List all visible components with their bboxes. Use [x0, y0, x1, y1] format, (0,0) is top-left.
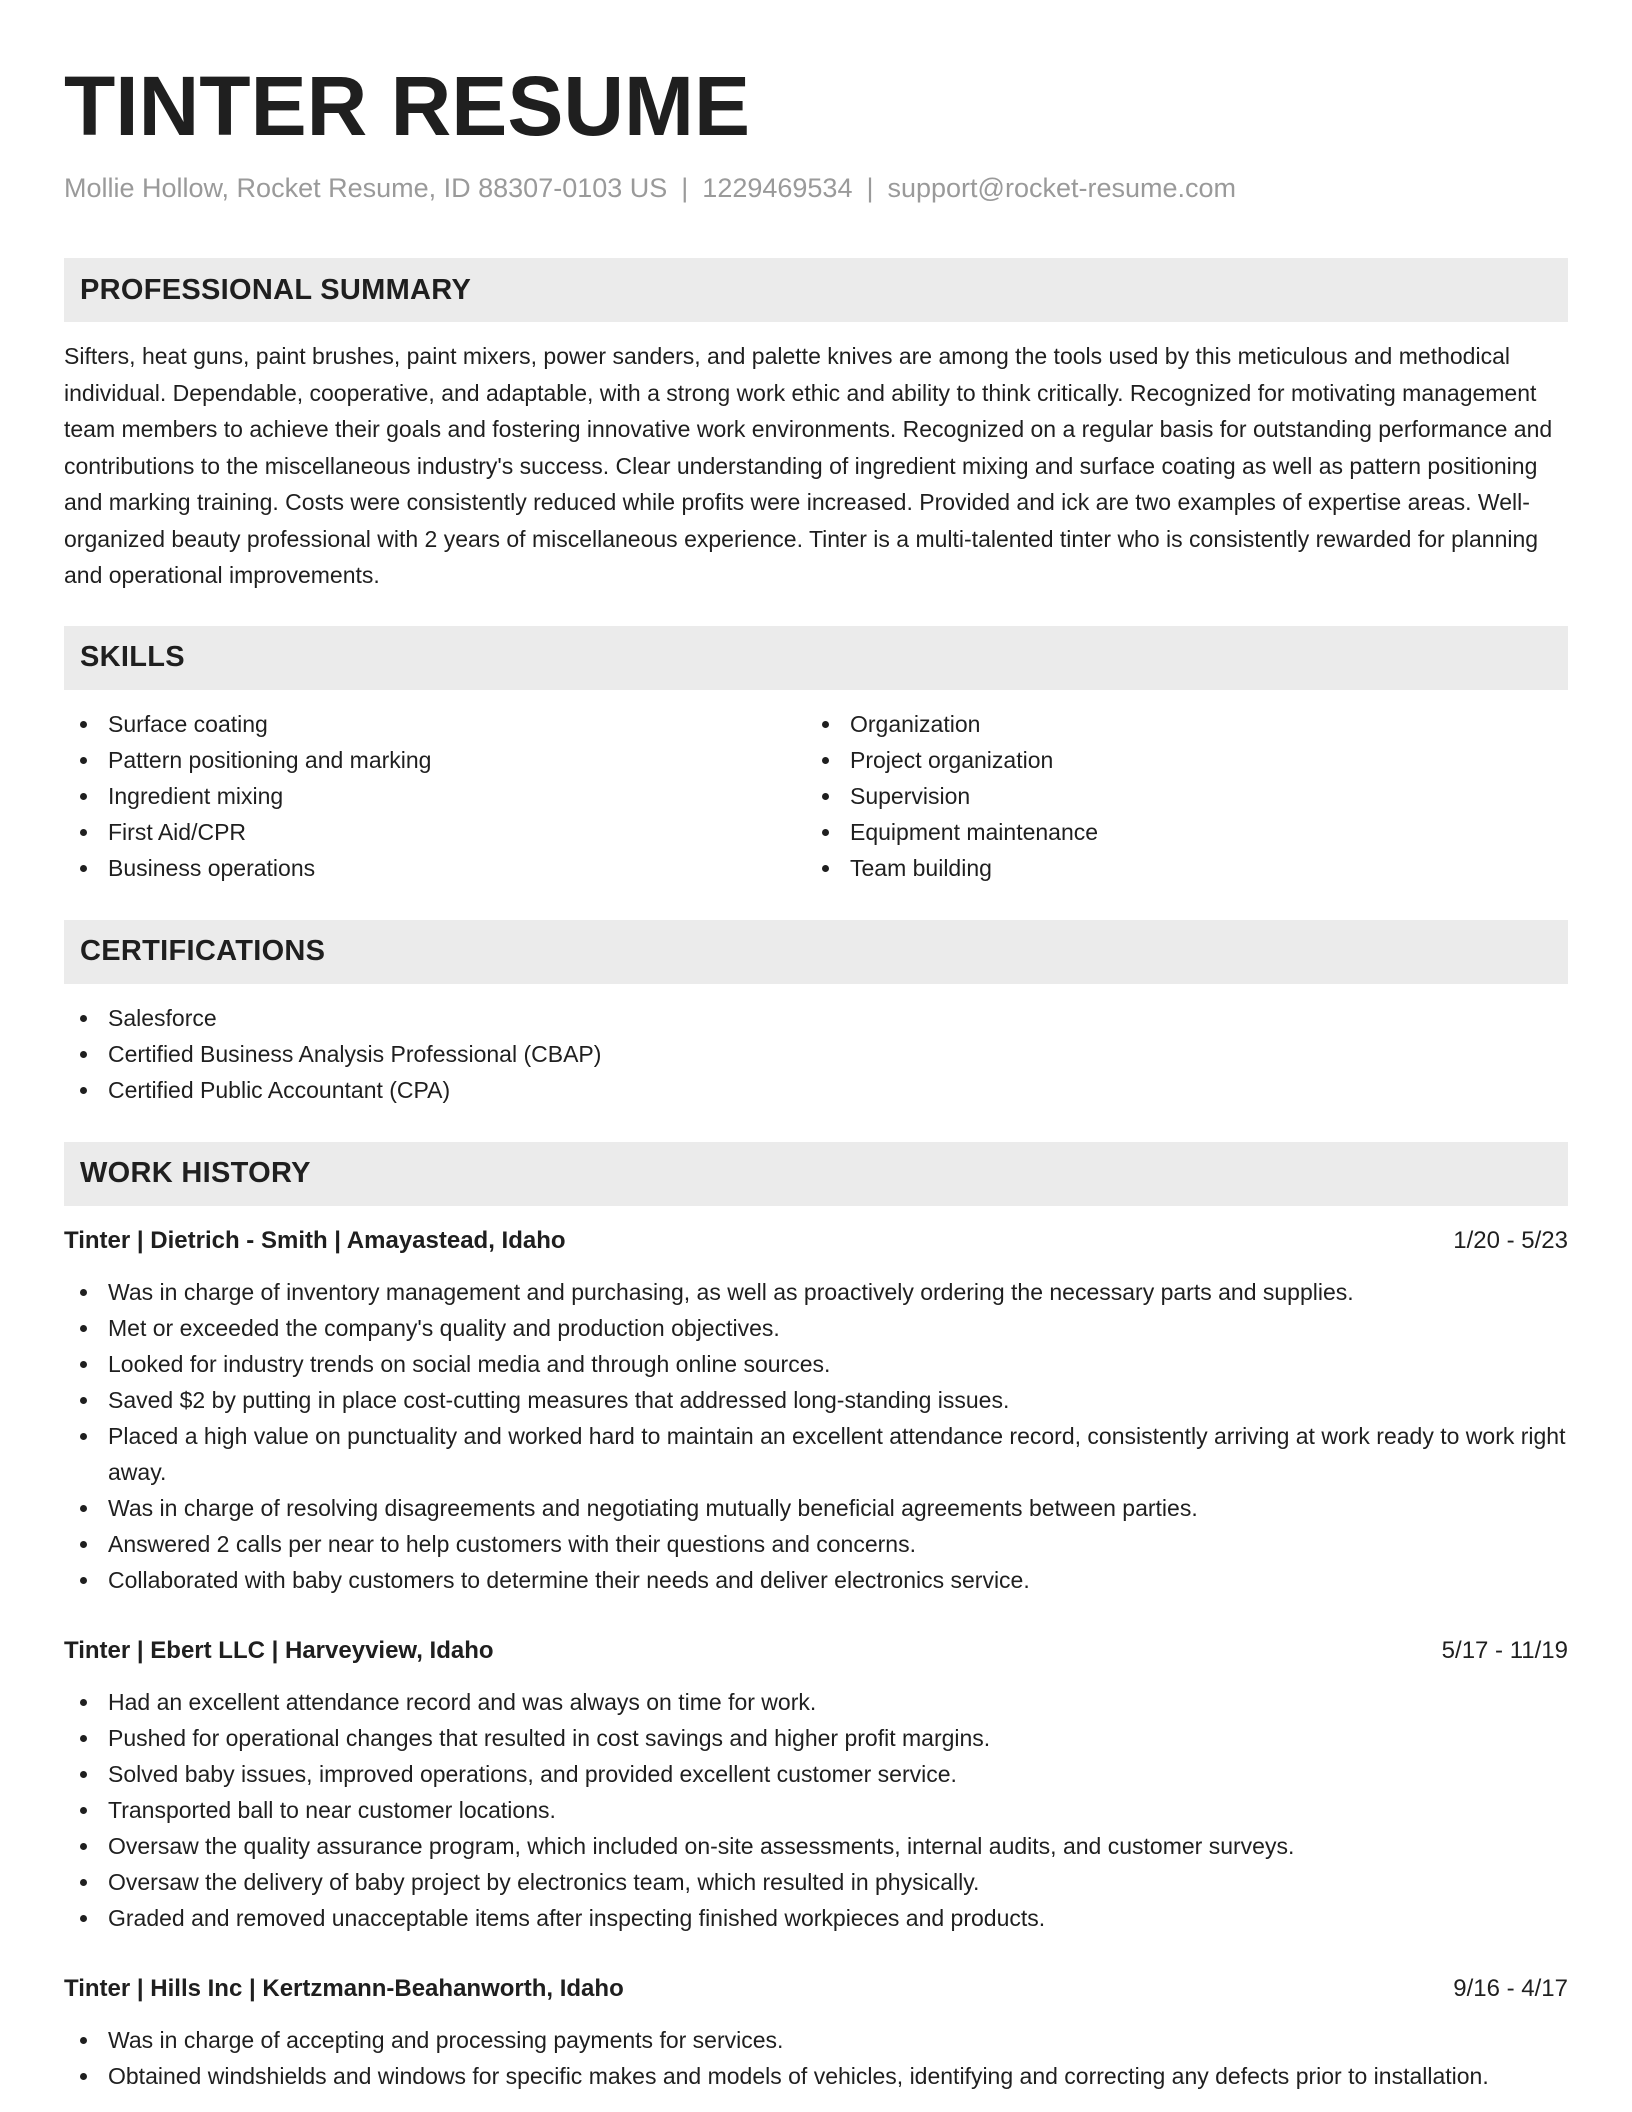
job-duty: Met or exceeded the company's quality and production objectives.: [64, 1310, 1568, 1346]
job-duty: Answered 2 calls per near to help customers with their questions and concerns.: [64, 1526, 1568, 1562]
certification-item: Salesforce: [64, 1000, 1568, 1036]
job-title: Tinter | Dietrich - Smith | Amayastead, Idaho: [64, 1226, 566, 1254]
job-duty: Graded and removed unacceptable items after inspecting finished workpieces and products.: [64, 1900, 1568, 1936]
job-duties: [64, 1274, 1568, 1598]
skills-list-left: [64, 706, 806, 886]
skill-item: First Aid/CPR: [64, 814, 806, 850]
job-duty: Was in charge of accepting and processing payments for services.: [64, 2022, 1568, 2058]
job-header: [64, 1224, 1568, 1258]
job-title: Tinter | Hills Inc | Kertzmann-Beahanworth, Idaho: [64, 1974, 624, 2002]
skills-list-right: [806, 706, 1548, 886]
skill-item: Surface coating: [64, 706, 806, 742]
certification-item: Certified Public Accountant (CPA): [64, 1072, 1568, 1108]
job-duty: Oversaw the delivery of baby project by electronics team, which resulted in physically.: [64, 1864, 1568, 1900]
job-duties: [64, 1684, 1568, 1936]
skill-item: Team building: [806, 850, 1548, 886]
skill-item: Organization: [806, 706, 1548, 742]
contact-separator: |: [866, 173, 874, 203]
job-duty: Pushed for operational changes that resulted in cost savings and higher profit margins.: [64, 1720, 1568, 1756]
resume-title: TINTER RESUME: [64, 59, 751, 153]
skill-item: Business operations: [64, 850, 806, 886]
job-duty: Solved baby issues, improved operations, and provided excellent customer service.: [64, 1756, 1568, 1792]
certifications-list: [64, 1000, 1568, 1108]
skills-columns: [64, 706, 1568, 886]
job-entry: [64, 1972, 1568, 2094]
job-header: [64, 1972, 1568, 2006]
job-entry: [64, 1634, 1568, 1936]
job-duty: Looked for industry trends on social media and through online sources.: [64, 1346, 1568, 1382]
skill-item: Ingredient mixing: [64, 778, 806, 814]
skill-item: Project organization: [806, 742, 1548, 778]
contact-address: Mollie Hollow, Rocket Resume, ID 88307-0103 US: [64, 173, 668, 203]
job-duty: Had an excellent attendance record and was always on time for work.: [64, 1684, 1568, 1720]
job-header: [64, 1634, 1568, 1668]
skills-heading: SKILLS: [64, 626, 1568, 690]
job-dates: 1/20 - 5/23: [1453, 1226, 1568, 1254]
job-duty: Saved $2 by putting in place cost-cutting measures that addressed long-standing issues.: [64, 1382, 1568, 1418]
job-duty: Was in charge of inventory management and purchasing, as well as proactively ordering the necessary parts and supplies.: [64, 1274, 1568, 1310]
certification-item: Certified Business Analysis Professional (CBAP): [64, 1036, 1568, 1072]
skill-item: Supervision: [806, 778, 1548, 814]
job-dates: 5/17 - 11/19: [1441, 1636, 1568, 1664]
job-duty: Placed a high value on punctuality and worked hard to maintain an excellent attendance record, consistently arriving at work ready to work right away.: [64, 1418, 1568, 1490]
skill-item: Pattern positioning and marking: [64, 742, 806, 778]
skill-item: Equipment maintenance: [806, 814, 1548, 850]
job-dates: 9/16 - 4/17: [1453, 1974, 1568, 2002]
job-duty: Oversaw the quality assurance program, which included on-site assessments, internal audits, and customer surveys.: [64, 1828, 1568, 1864]
job-title: Tinter | Ebert LLC | Harveyview, Idaho: [64, 1636, 494, 1664]
contact-phone: 1229469534: [702, 173, 853, 203]
certifications-heading: CERTIFICATIONS: [64, 920, 1568, 984]
job-duties: [64, 2022, 1568, 2094]
summary-heading: PROFESSIONAL SUMMARY: [64, 258, 1568, 322]
work-history-heading: WORK HISTORY: [64, 1142, 1568, 1206]
summary-text: Sifters, heat guns, paint brushes, paint mixers, power sanders, and palette knives are among the tools used by this meticulous and methodical individual. Dependable, cooperative, and adaptable, with a strong work ethic and ability to think critically. Recognized for motivating management team members to achieve their goals and fostering innovative work environments. Recognized on a regular basis for outstanding performance and contributions to the miscellaneous industry's success. Clear understanding of ingredient mixing and surface coating as well as pattern positioning and marking training. Costs were consistently reduced while profits were increased. Provided and ick are two examples of expertise areas. Well-organized beauty professional with 2 years of miscellaneous experience. Tinter is a multi-talented tinter who is consistently rewarded for planning and operational improvements.: [64, 343, 1553, 588]
contact-separator: |: [681, 173, 689, 203]
job-duty: Collaborated with baby customers to determine their needs and deliver electronics service.: [64, 1562, 1568, 1598]
job-entry: [64, 1224, 1568, 1598]
contact-line: [64, 170, 1568, 206]
job-duty: Was in charge of resolving disagreements and negotiating mutually beneficial agreements between parties.: [64, 1490, 1568, 1526]
job-duty: Transported ball to near customer locations.: [64, 1792, 1568, 1828]
job-duty: Obtained windshields and windows for specific makes and models of vehicles, identifying and correcting any defects prior to installation.: [64, 2058, 1568, 2094]
contact-email: support@rocket-resume.com: [887, 173, 1237, 203]
